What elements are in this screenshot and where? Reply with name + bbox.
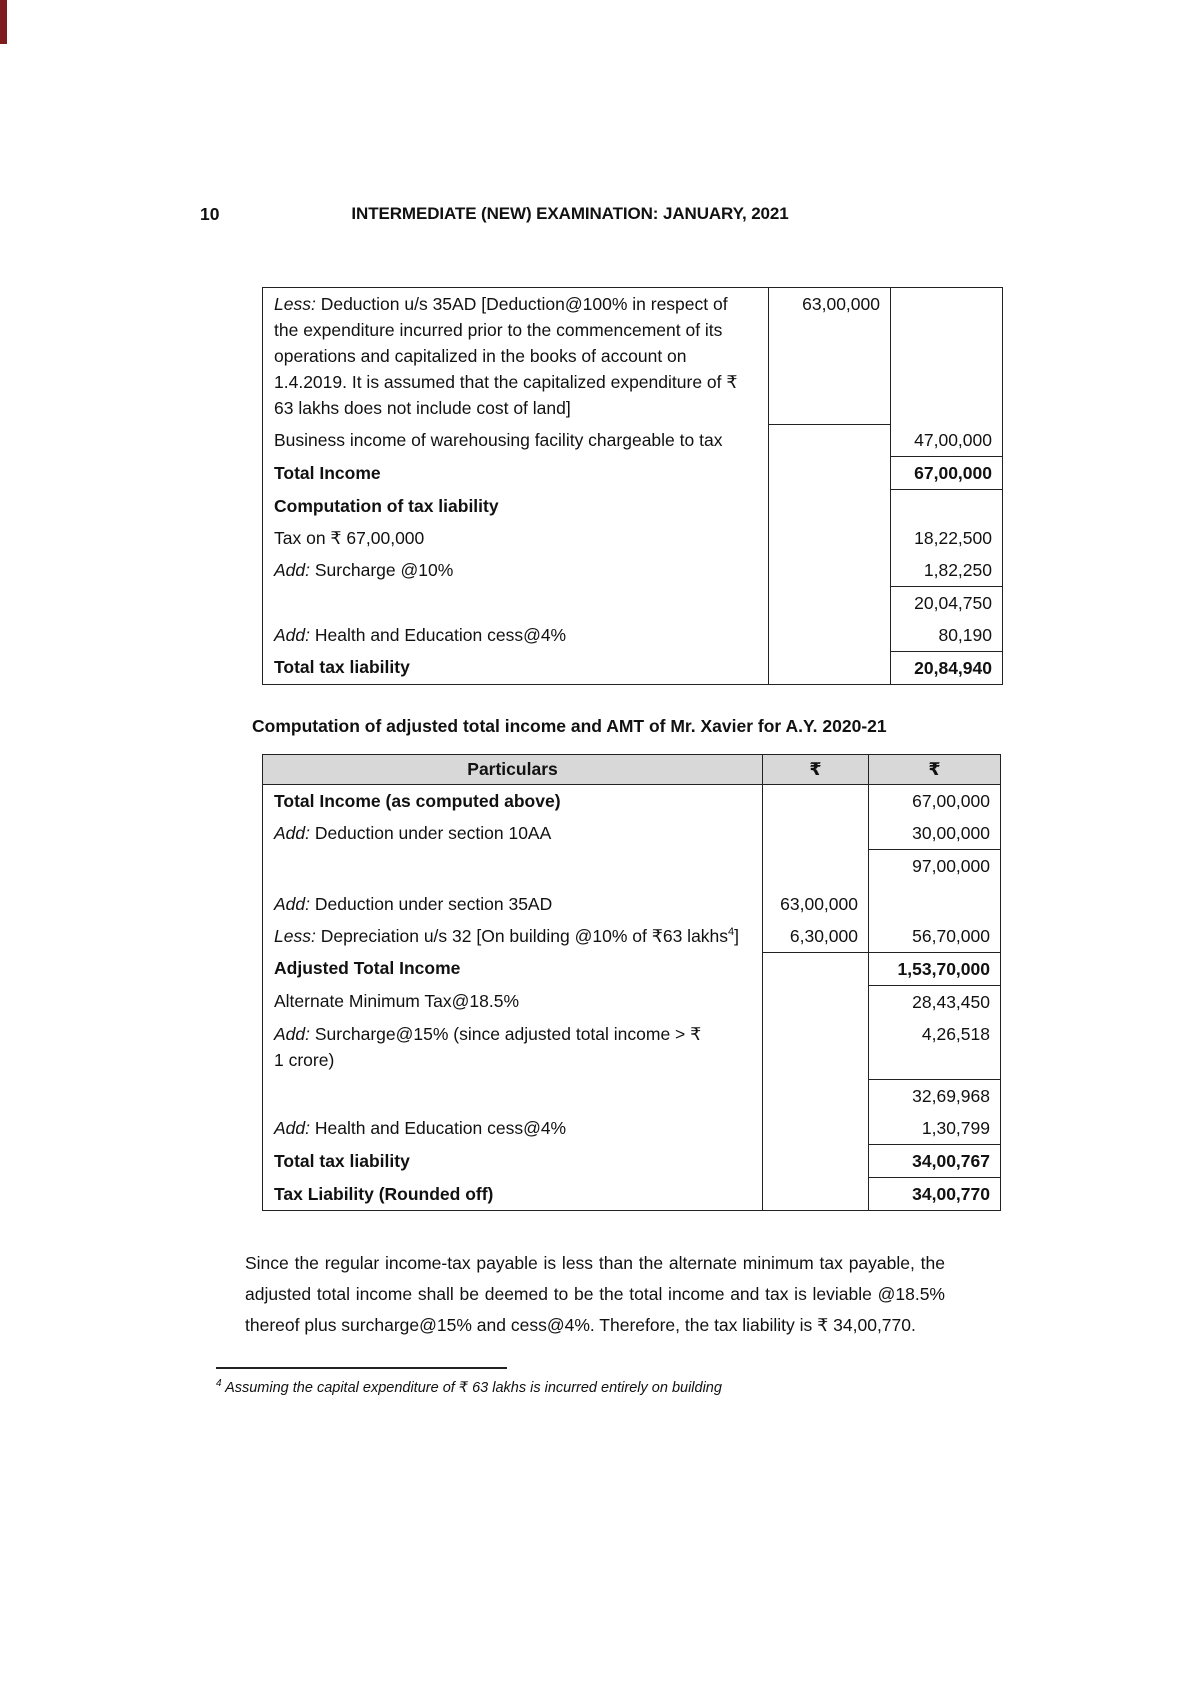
amount-cell-2: 97,00,000: [869, 850, 1001, 888]
table-row: [263, 920, 1001, 953]
table-row: [263, 586, 1003, 619]
page-header-title: INTERMEDIATE (NEW) EXAMINATION: JANUARY, 2021: [351, 204, 789, 223]
particulars-cell: Less: Depreciation u/s 32 [On building @10% of ₹63 lakhs$^4$]: [274, 925, 740, 946]
amount-cell-1: [769, 651, 891, 684]
particulars-cell: Add: Health and Education cess@4%: [274, 624, 567, 645]
amount-cell-1: [769, 586, 891, 619]
amount-cell-2: 67,00,000: [891, 457, 1003, 490]
particulars-cell: Add: Deduction under section 35AD: [274, 893, 553, 914]
scan-artifact-mark: [0, 0, 7, 44]
amount-cell-2: 34,00,767: [869, 1145, 1001, 1178]
table-row: [263, 288, 1003, 425]
table-row: [263, 985, 1001, 1018]
particulars-cell: Add: Health and Education cess@4%: [274, 1118, 567, 1138]
amount-cell-2: 28,43,450: [869, 985, 1001, 1018]
particulars-cell: [263, 586, 769, 619]
amount-cell-1: [763, 1018, 869, 1080]
amount-cell-2: [891, 490, 1003, 522]
particulars-cell: Adjusted Total Income: [274, 958, 461, 978]
particulars-cell: Tax on ₹ 67,00,000: [274, 527, 425, 548]
footnote-marker: 4: [216, 1378, 222, 1390]
footnote-text: Assuming the capital expenditure of ₹ 63 lakhs is incurred entirely on building: [225, 1380, 722, 1396]
particulars-cell: Tax Liability (Rounded off): [274, 1183, 494, 1204]
table-row: [263, 952, 1001, 985]
amount-cell-2: 1,82,250: [891, 554, 1003, 587]
amount-cell-2: 20,84,940: [891, 651, 1003, 684]
table-row: [263, 619, 1003, 652]
amount-cell-2: 18,22,500: [891, 522, 1003, 554]
amount-cell-1: [769, 457, 891, 490]
footnote-divider: [216, 1367, 507, 1369]
amount-cell-2: 1,53,70,000: [869, 952, 1001, 985]
rupee-column-header: ₹: [763, 755, 869, 785]
table-row: [263, 817, 1001, 850]
amount-cell-1: [769, 424, 891, 457]
particulars-cell: [263, 850, 763, 888]
amount-cell-1: [769, 554, 891, 587]
table-row: [263, 457, 1003, 490]
amount-cell-1: [763, 985, 869, 1018]
amount-cell-2: 67,00,000: [869, 785, 1001, 818]
table-row: [263, 1080, 1001, 1113]
amount-cell-1: [763, 1178, 869, 1211]
amount-cell-1: [763, 1112, 869, 1145]
table-row: [263, 1018, 1001, 1080]
conclusion-paragraph: Since the regular income-tax payable is less than the alternate minimum tax payable, the adjusted total income shall be deemed to be the total income and tax is leviable @18.5% thereof plus surcharge@15% and cess@4%. Therefore, the tax liability is ₹ 34,00,770.: [245, 1253, 945, 1335]
amount-cell-1: [763, 1145, 869, 1178]
table-row: [263, 651, 1003, 684]
header-row: [263, 755, 1001, 785]
particulars-cell: Business income of warehousing facility chargeable to tax: [274, 430, 723, 450]
rupee-column-header: ₹: [869, 755, 1001, 785]
section-heading: Computation of adjusted total income and AMT of Mr. Xavier for A.Y. 2020-21: [252, 716, 887, 736]
amount-cell-2: 4,26,518: [869, 1018, 1001, 1080]
amount-cell-2: 20,04,750: [891, 586, 1003, 619]
amount-cell-2: 34,00,770: [869, 1178, 1001, 1211]
table-row: [263, 522, 1003, 554]
particulars-cell: Add: Surcharge@15% (since adjusted total income > ₹ 1 crore): [274, 1023, 702, 1070]
amount-cell-1: [763, 817, 869, 850]
page-number: 10: [200, 204, 220, 224]
particulars-cell: Alternate Minimum Tax@18.5%: [274, 991, 520, 1011]
table-row: [263, 1145, 1001, 1178]
amount-cell-1: [763, 785, 869, 818]
particulars-cell: Total tax liability: [274, 1150, 410, 1171]
particulars-cell: Total Income (as computed above): [274, 791, 561, 811]
amount-cell-1: [763, 952, 869, 985]
table-row: [263, 554, 1003, 587]
amount-cell-1: [769, 490, 891, 522]
amount-cell-2: 30,00,000: [869, 817, 1001, 850]
amount-cell-1: [763, 850, 869, 888]
amount-cell-2: 1,30,799: [869, 1112, 1001, 1145]
particulars-cell: Add: Deduction under section 10AA: [274, 823, 552, 843]
table-row: [263, 1112, 1001, 1145]
amount-cell-2: 32,69,968: [869, 1080, 1001, 1113]
amt-computation-table: [262, 754, 1001, 1211]
table-row: [263, 1178, 1001, 1211]
amount-cell-2: 56,70,000: [869, 920, 1001, 953]
table-row: [263, 490, 1003, 522]
particulars-cell: [263, 1080, 763, 1113]
amount-cell-1: 6,30,000: [763, 920, 869, 953]
particulars-column-header: Particulars: [263, 755, 763, 785]
particulars-cell: Less: Deduction u/s 35AD [Deduction@100% in respect of the expenditure incurred prior to the commencement of its operations and capitalized in the books of account on 1.4.2019. It is assumed that the capitalized expenditure of ₹ 63 lakhs does not include cost of land]: [274, 294, 738, 418]
tax-liability-computation-table: [262, 287, 1003, 685]
particulars-cell: Total Income: [274, 462, 381, 483]
footnote: [216, 1378, 856, 1398]
amount-cell-1: 63,00,000: [769, 288, 891, 425]
particulars-cell: Total tax liability: [274, 657, 410, 677]
table-row: [263, 888, 1001, 920]
table-row: [263, 850, 1001, 888]
amount-cell-1: [763, 1080, 869, 1113]
amount-cell-2: [891, 288, 1003, 425]
table-row: [263, 424, 1003, 457]
amount-cell-1: [769, 619, 891, 652]
particulars-cell: Computation of tax liability: [274, 495, 499, 516]
amount-cell-1: [769, 522, 891, 554]
table-row: [263, 785, 1001, 818]
amount-cell-2: 80,190: [891, 619, 1003, 652]
amount-cell-1: 63,00,000: [763, 888, 869, 920]
amount-cell-2: [869, 888, 1001, 920]
particulars-cell: Add: Surcharge @10%: [274, 559, 454, 580]
amount-cell-2: 47,00,000: [891, 424, 1003, 457]
